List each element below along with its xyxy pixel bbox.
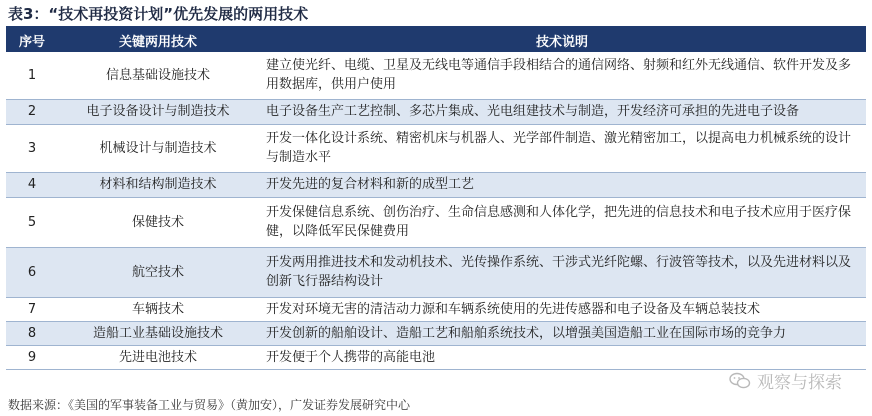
row-number: 8 — [6, 321, 58, 345]
row-description: 开发两用推进技术和发动机技术、光传操作系统、干涉式光纤陀螺、行波管等技术，以及先进材料以及创新飞行器结构设计 — [258, 247, 866, 297]
table-row — [6, 247, 866, 297]
row-number: 5 — [6, 197, 58, 247]
row-technology: 造船工业基础设施技术 — [58, 321, 258, 345]
watermark — [729, 368, 842, 393]
watermark-text: 观察与探索 — [757, 373, 842, 393]
row-technology: 电子设备设计与制造技术 — [58, 99, 258, 124]
row-technology: 先进电池技术 — [58, 345, 258, 369]
row-technology: 航空技术 — [58, 247, 258, 297]
header-technology: 关键两用技术 — [58, 28, 258, 52]
table-row — [6, 197, 866, 247]
table-row — [6, 321, 866, 345]
row-description: 开发保健信息系统、创伤治疗、生命信息感测和人体化学，把先进的信息技术和电子技术应用于医疗保健，以降低军民保健费用 — [258, 197, 866, 247]
row-number: 1 — [6, 52, 58, 99]
row-technology: 保健技术 — [58, 197, 258, 247]
row-description: 开发创新的船舶设计、造船工艺和船舶系统技术，以增强美国造船工业在国际市场的竞争力 — [258, 321, 866, 345]
table-header-row — [6, 28, 866, 52]
row-number: 2 — [6, 99, 58, 124]
row-description: 电子设备生产工艺控制、多芯片集成、光电组建技术与制造，开发经济可承担的先进电子设备 — [258, 99, 866, 124]
dual-use-tech-table — [6, 28, 866, 370]
table-title: 表3：“技术再投资计划”优先发展的两用技术 — [8, 5, 309, 23]
table-row — [6, 172, 866, 197]
row-technology: 机械设计与制造技术 — [58, 124, 258, 172]
row-technology: 材料和结构制造技术 — [58, 172, 258, 197]
row-number: 3 — [6, 124, 58, 172]
wechat-icon — [729, 372, 751, 390]
table-row — [6, 345, 866, 369]
table-row — [6, 52, 866, 99]
row-description: 开发一体化设计系统、精密机床与机器人、光学部件制造、激光精密加工，以提高电力机械系统的设计与制造水平 — [258, 124, 866, 172]
row-description: 建立使光纤、电缆、卫星及无线电等通信手段相结合的通信网络、射频和红外无线通信、软件开发及多用数据库，供用户使用 — [258, 52, 866, 99]
row-technology: 信息基础设施技术 — [58, 52, 258, 99]
header-number: 序号 — [6, 28, 58, 52]
source-note: 数据来源：《美国的军事装备工业与贸易》（黄加安），广发证券发展研究中心 — [8, 398, 411, 412]
header-description: 技术说明 — [258, 28, 866, 52]
table-row — [6, 297, 866, 321]
row-technology: 车辆技术 — [58, 297, 258, 321]
row-number: 4 — [6, 172, 58, 197]
row-number: 9 — [6, 345, 58, 369]
row-description: 开发对环境无害的清洁动力源和车辆系统使用的先进传感器和电子设备及车辆总装技术 — [258, 297, 866, 321]
row-number: 7 — [6, 297, 58, 321]
row-number: 6 — [6, 247, 58, 297]
row-description: 开发便于个人携带的高能电池 — [258, 345, 866, 369]
table-row — [6, 99, 866, 124]
row-description: 开发先进的复合材料和新的成型工艺 — [258, 172, 866, 197]
table-row — [6, 124, 866, 172]
